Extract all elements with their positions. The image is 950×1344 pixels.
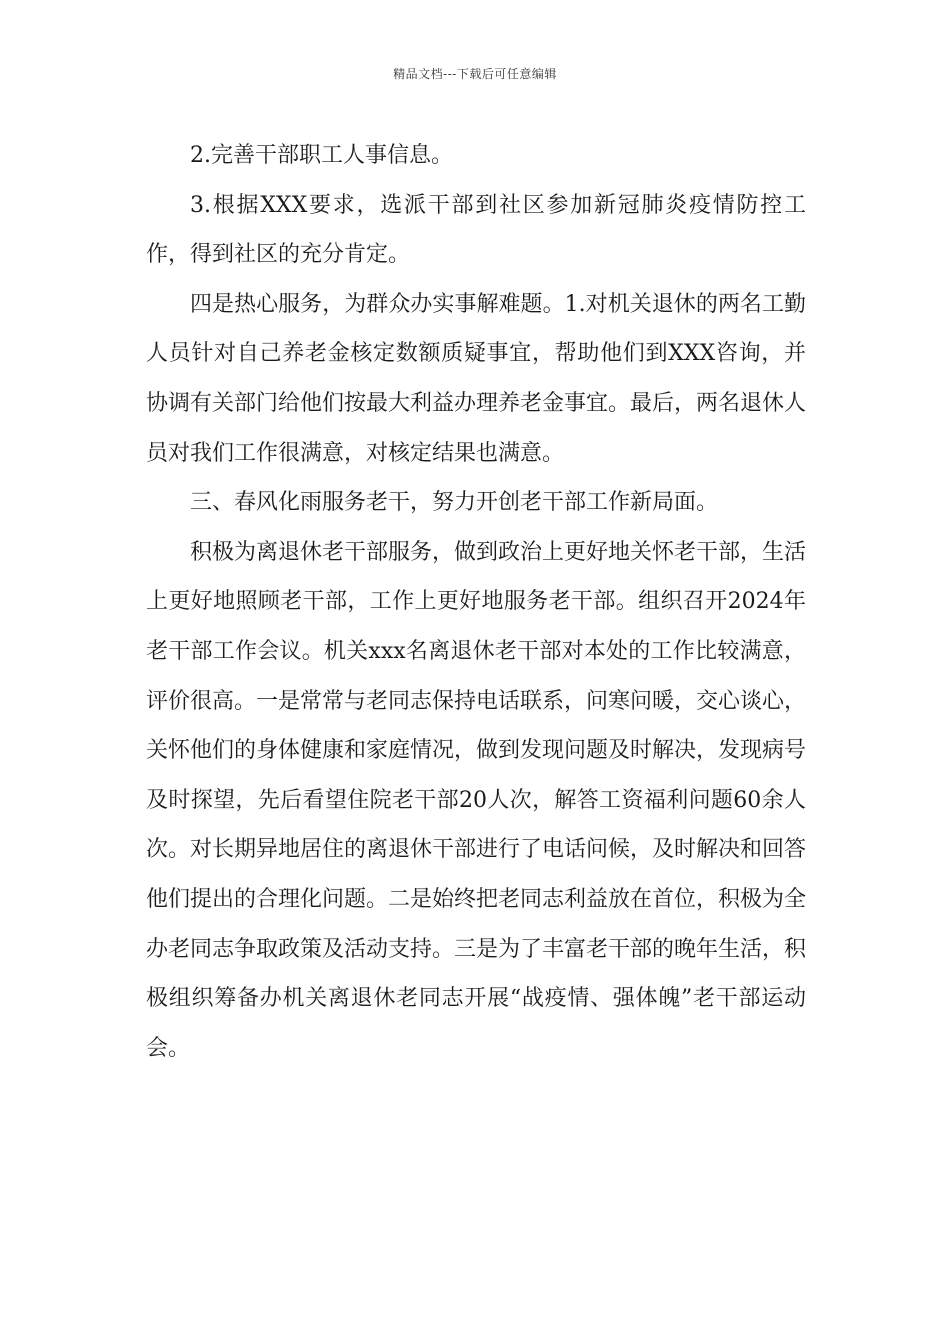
paragraph-community-epidemic: 3.根据XXX要求，选派干部到社区参加新冠肺炎疫情防控工作，得到社区的充分肯定。 (146, 192, 806, 268)
page-header: 精品文档---下载后可任意编辑 (393, 67, 557, 81)
section-heading-veteran-cadres: 三、春风化雨服务老干，努力开创老干部工作新局面。 (190, 490, 719, 516)
paragraph-personnel-info: 2.完善干部职工人事信息。 (190, 143, 453, 168)
paragraph-veteran-service: 积极为离退休老干部服务，做到政治上更好地关怀老干部，生活上更好地照顾老干部，工作上更好地服务老干部。组织召开2024年老干部工作会议。机关xxx名离退休老干部对本处的工作比较满意，评价很高。一是常常与老同志保持电话联系，问寒问暖，交心谈心，关怀他们的身体健康和家庭情况，做到发现问题及时解决，发现病号及时探望，先后看望住院老干部20人次，解答工资福利问题60余人次。对长期异地居住的离退休干部进行了电话问候，及时解决和回答他们提出的合理化问题。二是始终把老同志利益放在首位，积极为全办老同志争取政策及活动支持。三是为了丰富老干部的晚年生活，积极组织筹备办机关离退休老同志开展“战疫情、强体魄”老干部运动会。 (146, 539, 807, 1061)
document-body (146, 131, 806, 1073)
paragraph-service-masses: 四是热心服务，为群众办实事解难题。1.对机关退休的两名工勤人员针对自己养老金核定数额质疑事宜，帮助他们到XXX咨询，并协调有关部门给他们按最大利益办理养老金事宜。最后，两名退休人员对我们工作很满意，对核定结果也满意。 (146, 291, 807, 466)
